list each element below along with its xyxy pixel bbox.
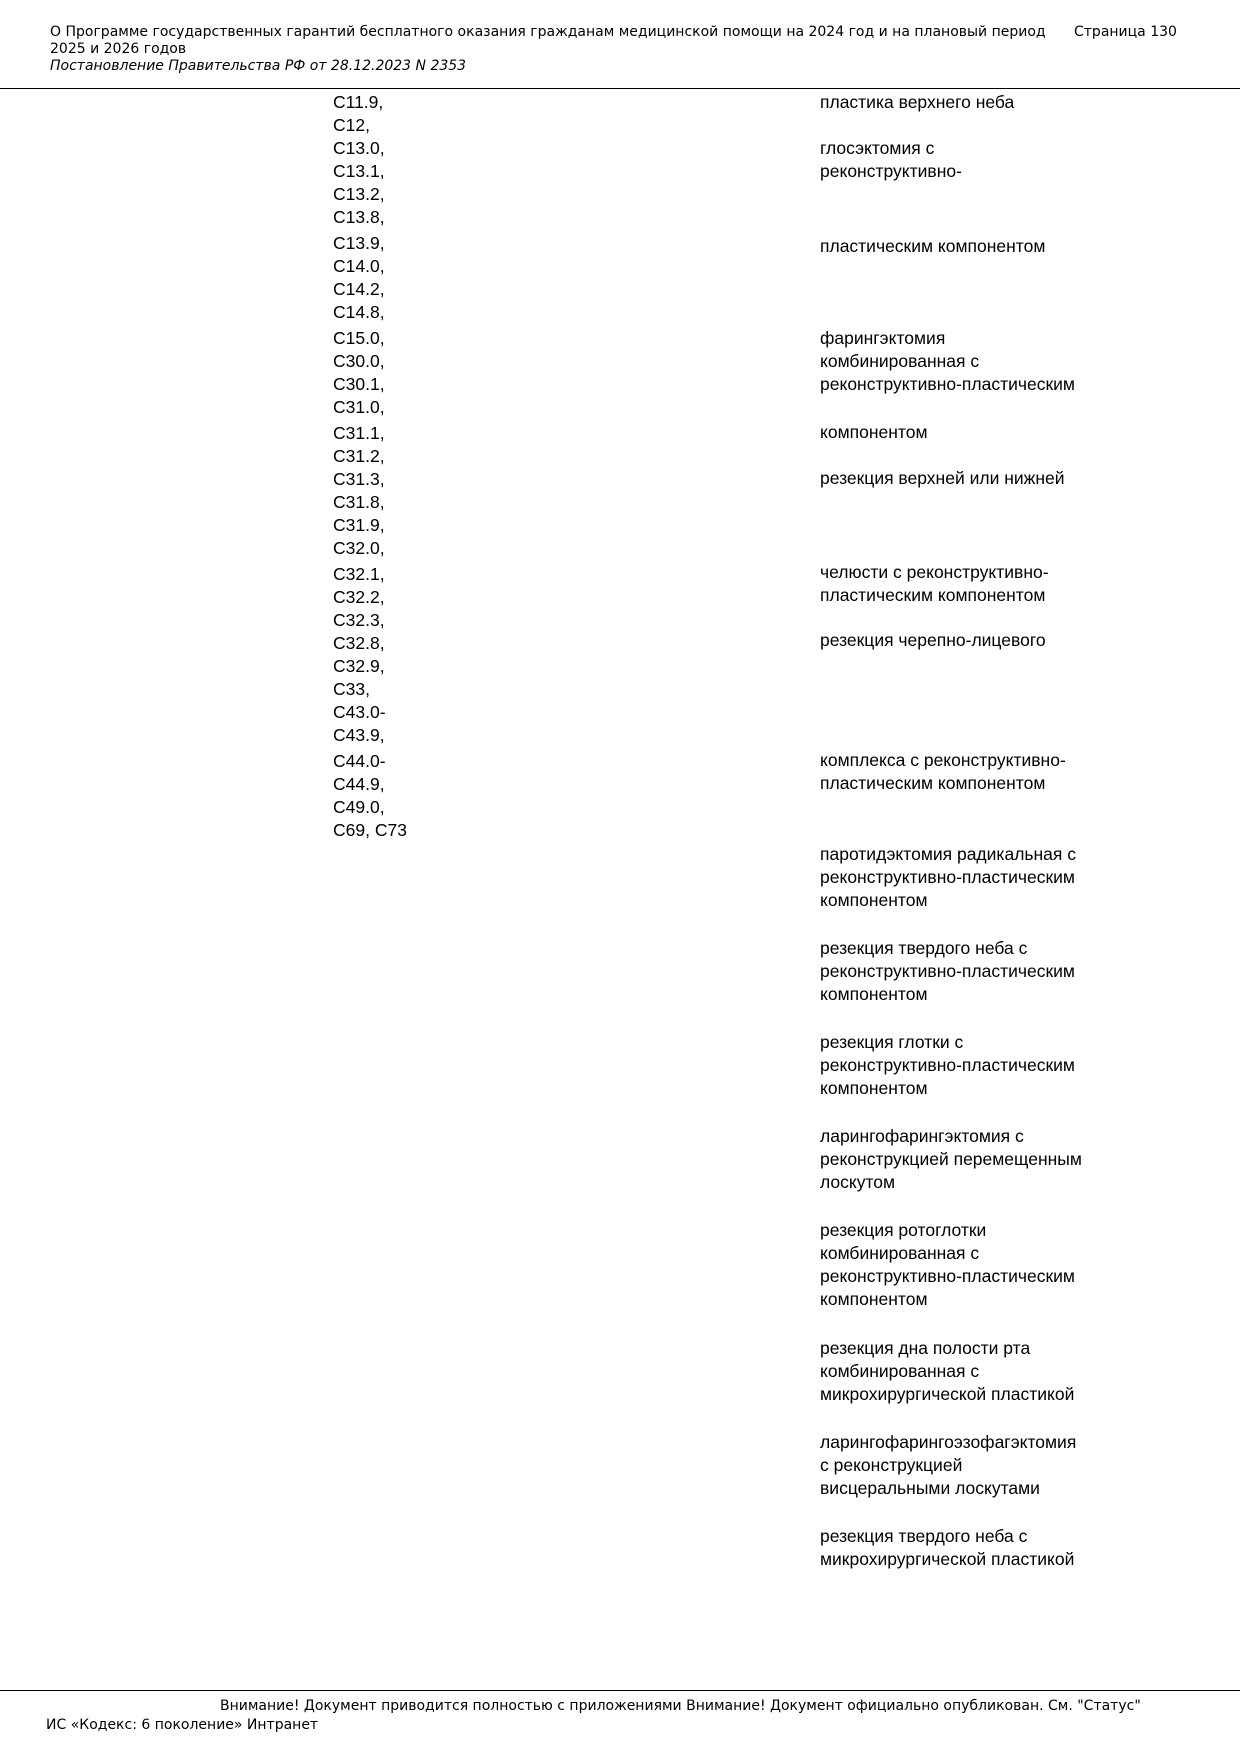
- treatment-method-line: ларингофарингоэзофагэктомия: [820, 1432, 1077, 1452]
- page-header: [50, 24, 1200, 75]
- diagnosis-code: C13.2,: [333, 184, 385, 204]
- page-number: Страница 130: [1074, 24, 1177, 40]
- treatment-method-line: резекция черепно-лицевого: [820, 630, 1046, 650]
- diagnosis-code: C69, C73: [333, 820, 407, 840]
- treatment-method: [820, 561, 1049, 607]
- diagnosis-code: C13.1,: [333, 161, 385, 181]
- diagnosis-code: C31.3,: [333, 469, 385, 489]
- document-title: О Программе государственных гарантий бесплатного оказания гражданам медицинской помощи на 2024 год и на плановый период 2025 и 2026 годов: [50, 24, 1046, 57]
- treatment-method-line: реконструктивно-пластическим: [820, 867, 1075, 887]
- treatment-method-line: комплекса с реконструктивно-: [820, 750, 1066, 770]
- diagnosis-code: C32.1,: [333, 564, 385, 584]
- treatment-method: [820, 421, 927, 444]
- diagnosis-code: C32.2,: [333, 587, 385, 607]
- treatment-method: [820, 327, 1075, 396]
- treatment-method-line: ларингофарингэктомия с: [820, 1126, 1024, 1146]
- treatment-method: [820, 235, 1045, 258]
- diagnosis-code: C30.1,: [333, 374, 385, 394]
- treatment-method: [820, 749, 1066, 795]
- treatment-method-line: микрохирургической пластикой: [820, 1384, 1075, 1404]
- diagnosis-code: C12,: [333, 115, 370, 135]
- diagnosis-code: C49.0,: [333, 797, 385, 817]
- treatment-method-line: комбинированная с: [820, 1243, 980, 1263]
- treatment-method-line: висцеральными лоскутами: [820, 1478, 1040, 1498]
- diagnosis-code: C30.0,: [333, 351, 385, 371]
- treatment-method: [820, 467, 1065, 490]
- treatment-method-line: глосэктомия с: [820, 138, 935, 158]
- treatment-method: [820, 137, 962, 183]
- treatment-method: [820, 1219, 1075, 1311]
- treatment-method-line: пластика верхнего неба: [820, 92, 1015, 112]
- treatment-method-line: реконструктивно-пластическим: [820, 1266, 1075, 1286]
- diagnosis-code: C31.8,: [333, 492, 385, 512]
- treatment-method-line: паротидэктомия радикальная с: [820, 844, 1077, 864]
- treatment-method-line: компонентом: [820, 984, 928, 1004]
- diagnosis-code: C44.0-: [333, 751, 386, 771]
- diagnosis-codes-column: [333, 91, 407, 842]
- diagnosis-code: C31.9,: [333, 515, 385, 535]
- diagnosis-code: C31.2,: [333, 446, 385, 466]
- diagnosis-code: C44.9,: [333, 774, 385, 794]
- treatment-method: [820, 937, 1075, 1006]
- document-subtitle: Постановление Правительства РФ от 28.12.2023 N 2353: [50, 58, 467, 74]
- treatment-method: [820, 1031, 1075, 1100]
- treatment-method-line: реконструктивно-пластическим: [820, 961, 1075, 981]
- diagnosis-code: C32.3,: [333, 610, 385, 630]
- treatment-method-line: фарингэктомия: [820, 328, 946, 348]
- treatment-method-line: резекция ротоглотки: [820, 1220, 987, 1240]
- treatment-method-line: компонентом: [820, 1078, 928, 1098]
- diagnosis-code: C33,: [333, 679, 370, 699]
- treatment-method: [820, 91, 1014, 114]
- treatment-method-line: компонентом: [820, 422, 928, 442]
- treatment-method: [820, 629, 1046, 652]
- treatment-method-line: реконструктивно-пластическим: [820, 374, 1075, 394]
- diagnosis-code: C43.0-: [333, 702, 386, 722]
- footer-notice: Внимание! Документ приводится полностью с приложениями Внимание! Документ официально опубликован. См. "Статус": [220, 1698, 1141, 1714]
- treatment-method-line: лоскутом: [820, 1172, 896, 1192]
- diagnosis-code: C32.8,: [333, 633, 385, 653]
- treatment-method-line: резекция твердого неба с: [820, 938, 1028, 958]
- treatment-method-line: резекция верхней или нижней: [820, 468, 1065, 488]
- treatment-method-line: реконструкцией перемещенным: [820, 1149, 1082, 1169]
- treatment-method-line: резекция дна полости рта: [820, 1338, 1031, 1358]
- diagnosis-code: C11.9,: [333, 92, 384, 112]
- diagnosis-code: C14.8,: [333, 302, 385, 322]
- treatment-method: [820, 1525, 1074, 1571]
- treatment-method-line: челюсти с реконструктивно-: [820, 562, 1049, 582]
- diagnosis-code: C13.0,: [333, 138, 385, 158]
- treatment-method-line: с реконструкцией: [820, 1455, 963, 1475]
- diagnosis-code: C14.2,: [333, 279, 385, 299]
- treatment-method-line: комбинированная с: [820, 351, 980, 371]
- treatment-method: [820, 1431, 1076, 1500]
- treatment-method-line: компонентом: [820, 890, 928, 910]
- treatment-method: [820, 1337, 1074, 1406]
- treatment-method-line: реконструктивно-пластическим: [820, 1055, 1075, 1075]
- treatment-method-line: комбинированная с: [820, 1361, 980, 1381]
- treatment-method-line: реконструктивно-: [820, 161, 962, 181]
- treatment-method-line: компонентом: [820, 1289, 928, 1309]
- diagnosis-code: C13.8,: [333, 207, 385, 227]
- diagnosis-code: C43.9,: [333, 725, 385, 745]
- treatment-method-line: пластическим компонентом: [820, 585, 1046, 605]
- diagnosis-code: C13.9,: [333, 233, 385, 253]
- treatment-method-line: пластическим компонентом: [820, 236, 1046, 256]
- diagnosis-code: C31.0,: [333, 397, 385, 417]
- diagnosis-code: C32.9,: [333, 656, 385, 676]
- header-divider: [0, 88, 1240, 89]
- treatment-method-line: пластическим компонентом: [820, 773, 1046, 793]
- diagnosis-code: C32.0,: [333, 538, 385, 558]
- treatment-method: [820, 1125, 1082, 1194]
- diagnosis-code: C31.1,: [333, 423, 385, 443]
- diagnosis-code: C15.0,: [333, 328, 385, 348]
- treatment-method-line: резекция твердого неба с: [820, 1526, 1028, 1546]
- treatment-method-line: микрохирургической пластикой: [820, 1549, 1075, 1569]
- footer-divider: [0, 1690, 1240, 1691]
- treatment-method: [820, 843, 1076, 912]
- footer-system-label: ИС «Кодекс: 6 поколение» Интранет: [46, 1717, 319, 1733]
- diagnosis-code: C14.0,: [333, 256, 385, 276]
- treatment-method-line: резекция глотки с: [820, 1032, 964, 1052]
